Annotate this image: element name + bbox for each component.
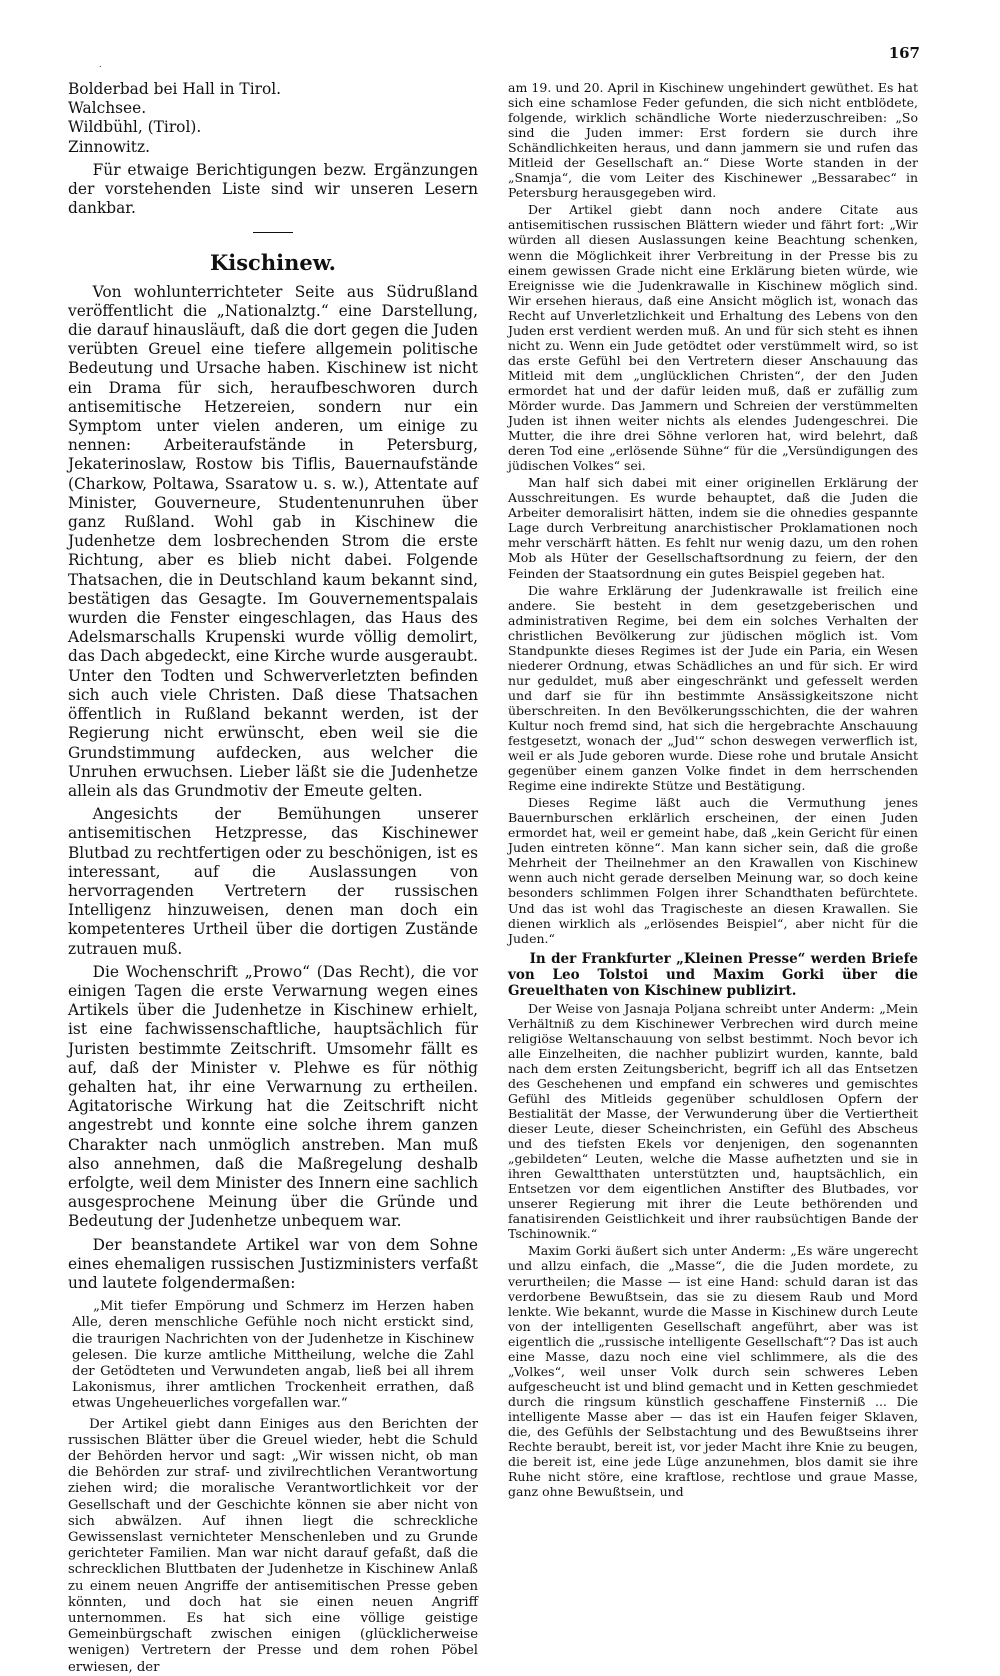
paragraph: Angesichts der Bemühungen unserer antisemitischen Hetzpresse, das Kischinewer Blutbad zu rechtfertigen oder zu beschönigen, ist es interessant, auf die Auslassungen von hervorragenden Vertretern der russischen Intelligenz hinzuweisen, denen man doch ein kompetenteres Urtheil über die dortigen Zustände zutrauen muß. — [68, 805, 478, 958]
paragraph: Man half sich dabei mit einer originellen Erklärung der Ausschreitungen. Es wurde behauptet, daß die Juden die Arbeiter demoralisirt hätten, indem sie die ohnedies gespannte Lage durch Verbreitung anarchistischer Proklamationen noch mehr verschärft hätten. Es fehlt nur wenig dazu, um den rohen Mob als Hüter der Gesellschaftsordnung zu feiern, der den Feinden der Staatsordnung ein gutes Beispiel gegeben hat. — [508, 475, 918, 581]
page-number: 167 — [888, 44, 920, 62]
section-divider — [253, 232, 293, 233]
margin-mark: . — [99, 60, 102, 69]
article-title: Kischinew. — [210, 250, 336, 276]
paragraph: am 19. und 20. April in Kischinew ungehindert gewüthet. Es hat sich eine schamlose Feder gefunden, die sich nicht entblödete, folgende, wirklich schändliche Worte niederzuschreiben: „So sind die Juden immer: Erst fordern sie durch ihre Schändlichkeiten heraus, und dann jammern sie und rufen das Mitleid der Gesellschaft an.“ Diese Worte standen in der „Snamja“, die vom Leiter des Kischinewer „Bessarabec“ in Petersburg herausgegeben wird. — [508, 80, 918, 201]
paragraph: Der Weise von Jasnaja Poljana schreibt unter Anderm: „Mein Verhältniß zu dem Kischinewer Verbrechen wird durch meine religiöse Weltanschauung von selbst bestimmt. Noch bevor ich alle Einzelheiten, die nachher publizirt wurden, kannte, bald nach dem ersten Zeitungsbericht, begriff ich all das Entsetzen des Geschehenen und empfand ein schweres und gemischtes Gefühl des Mitleids gegenüber schuldlosen Opfern der Bestialität der Masse, der Verwunderung über die Vertiertheit dieser Leute, dieser Scheinchristen, ein Gefühl des Abscheus und des tiefsten Ekels vor denjenigen, den sogenannten „gebildeten“ Leuten, welche die Masse aufhetzten und sie in ihren Gewaltthaten unterstützten und, hauptsächlich, ein Entsetzen vor dem eigentlichen Anstifter des Blutbades, vor unserer Regierung mit ihrer die Leute bethörenden und fanatisirenden Geistlichkeit und ihrer raubsüchtigen Bande der Tschinownik.“ — [508, 1000, 918, 1242]
notice-paragraph: In der Frankfurter „Kleinen Presse“ werden Briefe von Leo Tolstoi und Maxim Gorki über die Greuelthaten von Kischinew publizirt. — [508, 950, 918, 999]
paragraph: Der Artikel giebt dann Einiges aus den Berichten der russischen Blätter über die Greuel wieder, hebt die Schuld der Behörden hervor und sagt: „Wir wissen nicht, ob man die Behörden zur straf- und zivilrechtlichen Verantwortung ziehen wird; die moralische Verantwortlichkeit vor der Gesellschaft und der Geschichte können sie aber nicht von sich abwälzen. Auf ihnen liegt die schreckliche Gewissenslast vernichteter Menschenleben und zu Grunde gerichteter Familien. Man war nicht darauf gefaßt, daß die schrecklichen Bluttbaten der Judenhetze in Kischinew Anlaß zu einem neuen Angriffe der antisemitischen Presse geben könnten, und doch hat sie einen neuen Angriff unternommen. Es hat sich eine völlige geistige Gemeinbürgschaft zwischen einigen (glücklicherweise wenigen) Vertretern der Presse und dem rohen Pöbel erwiesen, der — [68, 1416, 478, 1675]
paragraph: Die wahre Erklärung der Judenkrawalle ist freilich eine andere. Sie besteht in dem gesetzgeberischen und administrativen Regime, bei dem ein solches Verhalten der christlichen Bevölkerung zur jüdischen möglich ist. Vom Standpunkte dieses Regimes ist der Jude ein Paria, ein Wesen niederer Ordnung, etwas Schädliches an und für sich. Er wird nur geduldet, muß aber eingeschränkt und gefesselt werden und darf sie für ihn bestimmte Ansässigkeitszone nicht überschreiten. In den Bevölkerungsschichten, die der wahren Kultur noch fremd sind, hat sich die hergebrachte Anschauung festgesetzt, wonach der „Jud'“ schon deswegen verwerflich ist, weil er als Jude geboren wurde. Diese rohe und brutale Ansicht gegenüber einem ganzen Volke findet in dem herrschenden Regime eine indirekte Stütze und Bestätigung. — [508, 582, 918, 794]
paragraph: Die Wochenschrift „Prowo“ (Das Recht), die vor einigen Tagen die erste Verwarnung wegen eines Artikels über die Judenhetze in Kischinew erhielt, ist eine fachwissenschaftliche, hauptsächlich für Juristen bestimmte Zeitschrift. Umsomehr fällt es auf, daß der Minister v. Plehwe es für nöthig gehalten hat, ihr eine Verwarnung zu ertheilen. Agitatorische Wirkung hat die Zeitschrift nicht angestrebt und konnte eine solche ihrem ganzen Charakter nach unmöglich anstreben. Man muß also annehmen, daß die Maßregelung deshalb erfolgte, weil dem Minister des Innern eine sachlich ausgesprochene Meinung über die Gründe und Bedeutung der Judenhetze unbequem war. — [68, 962, 478, 1231]
place-item: Zinnowitz. — [68, 137, 150, 156]
place-item: Walchsee. — [68, 99, 147, 118]
left-column — [68, 80, 478, 1676]
right-column — [508, 80, 918, 1499]
paragraph: Von wohlunterrichteter Seite aus Südrußland veröffentlicht die „Nationalztg.“ eine Darstellung, die darauf hinausläuft, daß die dort gegen die Juden verübten Greuel eine tiefere allgemein politische Bedeutung und Ursache haben. Kischinew ist nicht ein Drama für sich, heraufbeschworen durch antisemitische Hetzereien, sondern nur ein Symptom unter vielen anderen, um einige zu nennen: Arbeiteraufstände in Petersburg, Jekaterinoslaw, Rostow bis Tiflis, Bauernaufstände (Charkow, Poltawa, Ssaratow u. s. w.), Attentate auf Minister, Gouverneure, Studentenunruhen über ganz Rußland. Wohl gab in Kischinew die Judenhetze dem losbrechenden Strom die erste Richtung, aber es blieb nicht dabei. Folgende Thatsachen, die in Deutschland kaum bekannt sind, bestätigen das Gesagte. Im Gouvernementspalais wurden die Fenster eingeschlagen, das Haus des Adelsmarschalls Krupenski wurde völlig demolirt, das Dach abgedeckt, eine Kirche wurde ausgeraubt. Unter den Todten und Schwerverletzten befinden sich auch viele Christen. Daß diese Thatsachen öffentlich in Rußland bekannt werden, ist der Regierung nicht erwünscht, eben weil sie die Grundstimmung aufdecken, aus welcher die Unruhen erwuchsen. Lieber läßt sie die Judenhetze allein als das Grundmotiv der Emeute gelten. — [68, 282, 478, 800]
paragraph: Der Artikel giebt dann noch andere Citate aus antisemitischen russischen Blättern wieder und fährt fort: „Wir würden all diesen Auslassungen keine Beachtung schenken, wenn die Möglichkeit ihrer Verbreitung in der Presse bis zu einem gewissen Grade nicht eine Erklärung bieten würde, wie Ereignisse wie die Judenkrawalle in Kischinew möglich sind. Wir ersehen hieraus, daß eine Ansicht möglich ist, wonach das Recht auf Unverletzlichkeit und Erhaltung des Lebens von den Juden erst verdient werden muß. An und für sich steht es ihnen nicht zu. Wenn ein Jude getödtet oder verstümmelt wird, so ist das erste Gefühl bei den Vertretern dieser Anschauung das Mitleid mit dem „unglücklichen Christen“, der den Juden ermordet hat und der dafür leiden muß, daß er zufällig zum Mörder wurde. Das Jammern und Schreien der verstümmelten Juden ist ihnen weiter nichts als elendes Judengeschrei. Die Mutter, die ihre drei Söhne verloren hat, wird belehrt, daß deren Tod eine „erlösende Sühne“ für die „Versündigungen des jüdischen Volkes“ sei. — [508, 202, 918, 474]
paragraph: Maxim Gorki äußert sich unter Anderm: „Es wäre ungerecht und allzu einfach, die „Masse“, die die Juden mordete, zu verurtheilen; die Masse — ist eine Hand: schuld daran ist das verdorbene Bewußtsein, das sie zu diesem Raub und Mord lenkte. Wie bekannt, wurde die Masse in Kischinew durch Leute von der intelligenten Gesellschaft angeführt, aber was ist eigentlich die „russische intelligente Gesellschaft“? Das ist auch eine Masse, dazu noch eine viel schlimmere, als die des „Volkes“, weil unser Volk durch sein schweres Leben aufgescheucht ist und blind gemacht und in Ketten geschmiedet durch die ringsum künstlich geschaffene Finsterniß ... Die intelligente Masse aber — das ist ein Haufen feiger Sklaven, die, des Gefühls der Selbstachtung und des Bewußtseins ihrer Rechte beraubt, bereit ist, vor jeder Macht ihre Knie zu beugen, die bereit ist, eine jede Lüge anzunehmen, blos damit sie ihre Ruhe nicht störe, eine kraftlose, rechtlose und graue Masse, ganz ohne Bewußtsein, und — [508, 1243, 918, 1500]
corrections-note: Für etwaige Berichtigungen bezw. Ergänzungen der vorstehenden Liste sind wir unseren Lesern dankbar. — [68, 160, 478, 218]
paragraph: Dieses Regime läßt auch die Vermuthung jenes Bauernburschen erklärlich erscheinen, der einen Juden ermordet hat, weil er gemeint habe, daß „kein Gericht für einen Juden eintreten könne“. Man kann sicher sein, daß die große Mehrheit der Theilnehmer an den Krawallen von Kischinew wenn auch nicht gerade derselben Meinung war, so doch keine besonders schlimmen Folgen ihrer Schandthaten befürchtete. Und das ist wohl das Tragischeste an diesen Krawallen. Sie dienen wirklich als „erlösendes Beispiel“, aber nicht für die Juden.“ — [508, 795, 918, 946]
block-quote: „Mit tiefer Empörung und Schmerz im Herzen haben Alle, deren menschliche Gefühle noch nicht erstickt sind, die traurigen Nachrichten von der Judenhetze in Kischinew gelesen. Die kurze amtliche Mittheilung, welche die Zahl der Getödteten und Verwundeten angab, ließ bei all ihrem Lakonismus, ihrer amtlichen Trockenheit errathen, daß etwas Ungeheuerliches vorgefallen war.“ — [72, 1299, 474, 1412]
place-item: Bolderbad bei Hall in Tirol. — [68, 80, 282, 98]
place-item: Wildbühl, (Tirol). — [68, 118, 202, 137]
paragraph: Der beanstandete Artikel war von dem Sohne eines ehemaligen russischen Justizministers verfaßt und lautete folgendermaßen: — [68, 1235, 478, 1292]
